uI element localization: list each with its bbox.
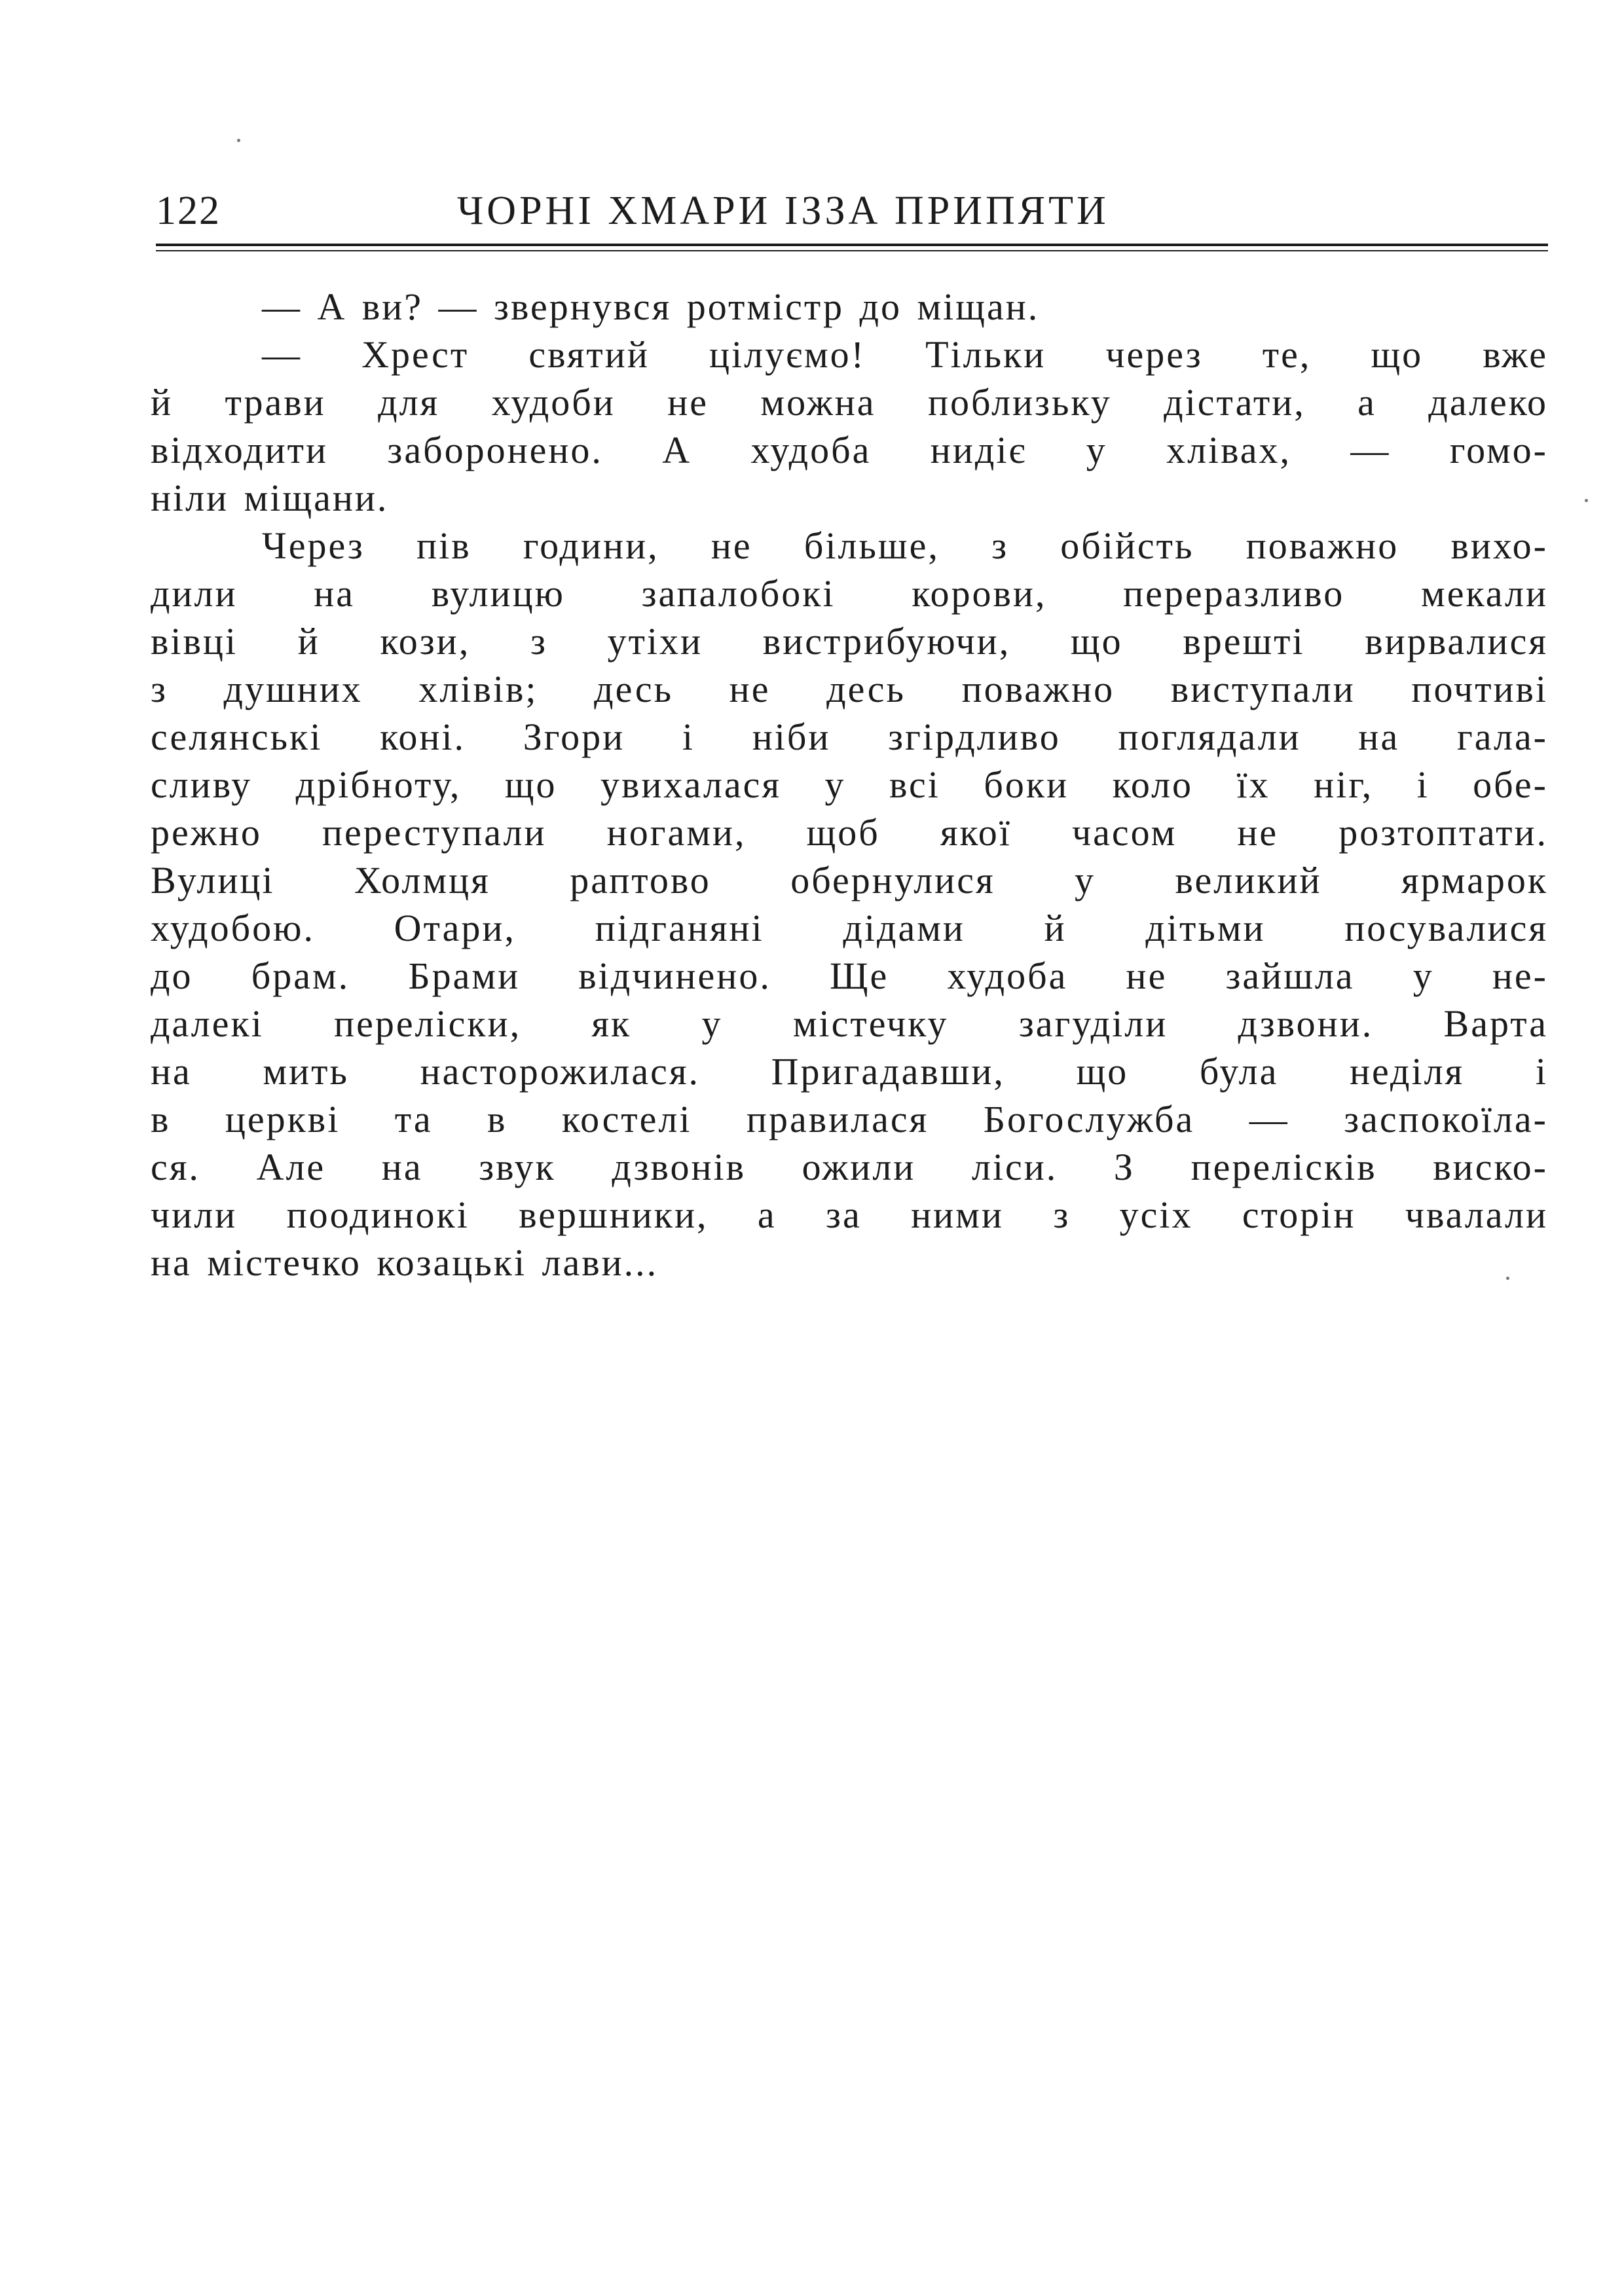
text-line: селянські коні. Згори і ніби згірдливо поглядали на гала-	[151, 716, 1548, 758]
body-text	[151, 283, 1548, 1286]
text-line: — Хрест святий цілуємо! Тільки через те, що вже	[262, 333, 1548, 376]
text-line: дили на вулицю запалобокі корови, переразливо мекали	[151, 572, 1548, 615]
text-line: чили поодинокі вершники, а за ними з усіх сторін чвалали	[151, 1194, 1548, 1236]
text-line: далекі переліски, як у містечку загуділи дзвони. Варта	[151, 1002, 1548, 1045]
header-rule-thick	[156, 244, 1548, 246]
text-line: ся. Але на звук дзвонів ожили ліси. З перелісків виско-	[151, 1146, 1548, 1188]
scan-speck	[237, 139, 240, 142]
text-line: ніли міщани.	[151, 477, 389, 519]
page-header	[156, 185, 1548, 237]
text-line: на містечко козацькі лави...	[151, 1241, 659, 1284]
text-line: сливу дрібноту, що увихалася у всі боки коло їх ніг, і обе-	[151, 763, 1548, 806]
text-line: з душних хлівів; десь не десь поважно виступали почтиві	[151, 668, 1548, 710]
page-number: 122	[156, 189, 221, 233]
scan-speck	[1506, 1277, 1509, 1280]
text-line: на мить насторожилася. Пригадавши, що була неділя і	[151, 1050, 1548, 1093]
text-line: — А ви? — звернувся ротмістр до міщан.	[262, 285, 1040, 328]
text-line: відходити заборонено. А худоба нидіє у хлівах, — гомо-	[151, 429, 1548, 471]
header-rule-thin	[156, 250, 1548, 251]
text-line: вівці й кози, з утіхи вистрибуючи, що врешті вирвалися	[151, 620, 1548, 663]
scan-speck	[1585, 499, 1588, 502]
text-line: до брам. Брами відчинено. Ще худоба не зайшла у не-	[151, 955, 1548, 997]
text-line: в церкві та в костелі правилася Богослужба — заспокоїла-	[151, 1098, 1548, 1140]
running-title: ЧОРНІ ХМАРИ ІЗЗА ПРИПЯТИ	[457, 189, 1109, 233]
text-line: й трави для худоби не можна поблизьку дістати, а далеко	[151, 381, 1548, 424]
text-line: худобою. Отари, підганяні дідами й дітьми посувалися	[151, 907, 1548, 949]
text-line: Вулиці Холмця раптово обернулися у великий ярмарок	[151, 859, 1548, 902]
text-line: Через пів години, не більше, з обійсть поважно вихо-	[262, 524, 1548, 567]
text-line: режно переступали ногами, щоб якої часом не розтоптати.	[151, 811, 1548, 854]
